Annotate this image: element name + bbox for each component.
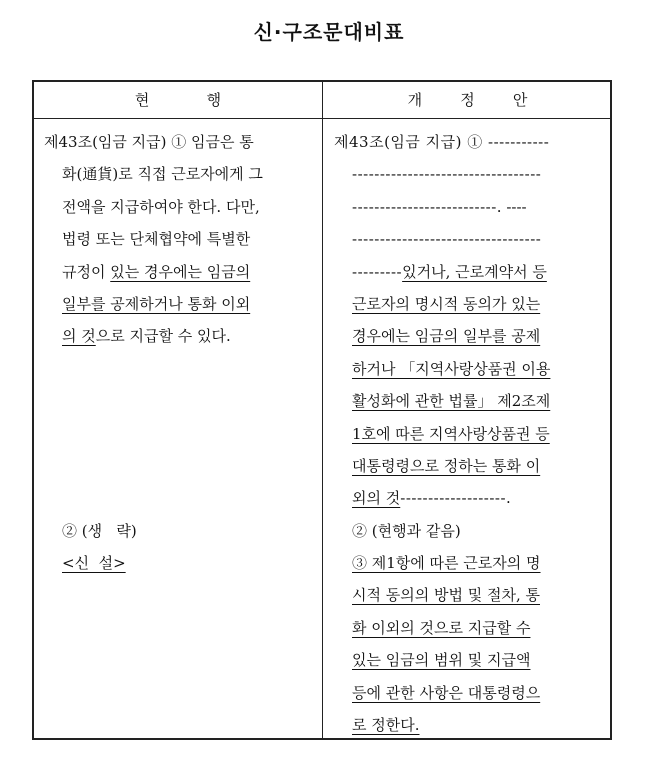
revised-line	[334, 223, 606, 255]
underlined-text: 시적 동의의 방법 및 절차, 통	[352, 586, 540, 605]
text: ② (생 략)	[62, 521, 137, 540]
underlined-text: 근로자의 명시적 동의가 있는	[352, 294, 541, 313]
current-new-clause	[44, 547, 314, 579]
underlined-text: 1호에 따른 지역사랑상품권 등	[352, 424, 550, 443]
text: . ----	[496, 197, 527, 216]
header-divider	[34, 118, 610, 119]
underlined-text: 등에 관한 사항은 대통령령으	[352, 683, 541, 702]
underlined-text: 대통령령으로 정하는 통화 이	[352, 456, 541, 475]
current-line	[44, 223, 314, 255]
text: ② (현행과 같음)	[352, 521, 461, 540]
revised-line	[334, 709, 606, 741]
text: ----------------------------------	[352, 230, 542, 249]
underlined-text: ③ 제1항에 따른 근로자의 명	[352, 554, 541, 573]
underlined-text: 외의 것	[352, 489, 401, 508]
revised-line	[334, 191, 606, 223]
underlined-text: 의 것	[62, 327, 96, 346]
header-revised: 개 정 안	[407, 91, 528, 109]
underlined-text: 경우에는 임금의 일부를 공제	[352, 327, 541, 346]
revised-line	[334, 288, 606, 320]
column-divider	[322, 82, 323, 738]
underlined-text: 활성화에 관한 법률」 제2조제	[352, 392, 551, 411]
text: 으로 지급할 수 있다.	[95, 327, 231, 346]
revised-para-2	[334, 515, 606, 547]
revised-line	[334, 612, 606, 644]
page-title: 신·구조문대비표	[253, 20, 405, 44]
current-line	[44, 191, 314, 223]
text: ----------------------------------	[352, 165, 542, 184]
text: --------------------------	[352, 197, 497, 216]
underlined-text: 화 이외의 것으로 지급할 수	[352, 618, 531, 637]
revised-line	[334, 353, 606, 385]
underlined-text: <신 설>	[62, 554, 126, 573]
revised-line	[334, 644, 606, 676]
current-line	[44, 126, 314, 158]
current-column	[44, 126, 314, 580]
current-line	[44, 158, 314, 190]
current-para-2	[44, 515, 314, 547]
current-line	[44, 256, 314, 288]
text: 규정이	[62, 262, 111, 281]
revised-line	[334, 385, 606, 417]
revised-line	[334, 482, 606, 514]
revised-line	[334, 256, 606, 288]
text: 화(通貨)로 직접 근로자에게 그	[62, 165, 263, 184]
current-line	[44, 288, 314, 320]
text: 전액을 지급하여야 한다. 다만,	[62, 197, 260, 216]
header-current: 현 행	[134, 91, 222, 109]
revised-line	[334, 320, 606, 352]
comparison-table	[32, 80, 612, 740]
text: 제43조(임금 지급) ① 임금은 통	[44, 133, 254, 151]
text: -------------------.	[400, 489, 512, 508]
revised-line	[334, 579, 606, 611]
underlined-text: 있거나, 근로계약서 등	[402, 262, 547, 281]
revised-line	[334, 418, 606, 450]
revised-line	[334, 158, 606, 190]
underlined-text: 하거나 「지역사랑상품권 이용	[352, 359, 551, 378]
underlined-text: 있는 경우에는 임금의	[110, 262, 251, 281]
current-line	[44, 320, 314, 352]
revised-line	[334, 126, 606, 158]
text: 법령 또는 단체협약에 특별한	[62, 230, 251, 249]
text: 제43조(임금 지급) ① -----------	[334, 133, 550, 151]
underlined-text: 일부를 공제하거나 통화 이외	[62, 294, 251, 313]
underlined-text: 있는 임금의 범위 및 지급액	[352, 651, 531, 670]
revised-line	[334, 677, 606, 709]
text: ---------	[352, 262, 403, 281]
revised-line	[334, 450, 606, 482]
underlined-text: 로 정한다.	[352, 716, 420, 735]
revised-line	[334, 547, 606, 579]
revised-column	[334, 126, 606, 741]
